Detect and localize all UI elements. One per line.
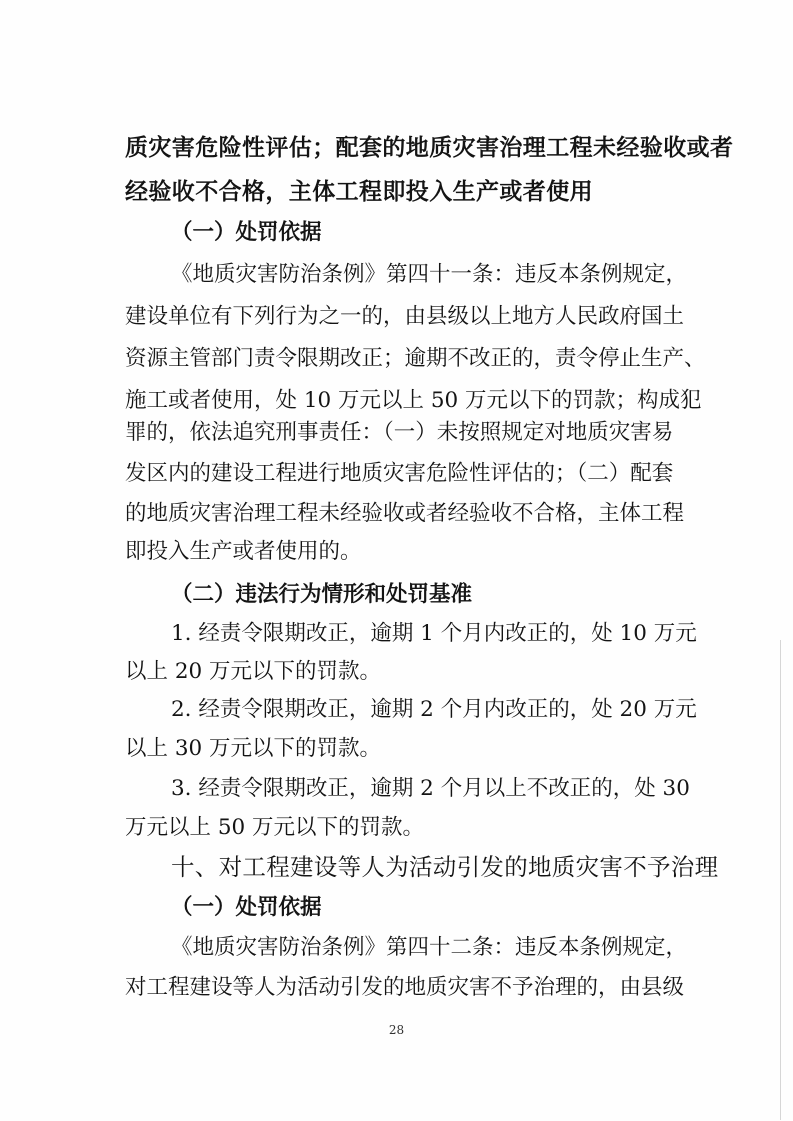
paragraph-line: 以上 30 万元以下的罚款。 xyxy=(125,736,382,761)
paragraph-line: 经验收不合格，主体工程即投入生产或者使用 xyxy=(125,179,593,205)
paragraph-line: 万元以上 50 万元以下的罚款。 xyxy=(125,815,425,840)
chapter-heading: 十、对工程建设等人为活动引发的地质灾害不予治理 xyxy=(171,853,719,881)
paragraph-line: 施工或者使用，处 10 万元以上 50 万元以下的罚款；构成犯 xyxy=(125,388,702,413)
paragraph-line: 3. 经责令限期改正，逾期 2 个月以上不改正的，处 30 xyxy=(171,776,690,801)
paragraph-line: 建设单位有下列行为之一的，由县级以上地方人民政府国土 xyxy=(125,304,685,329)
paragraph-line: 即投入生产或者使用的。 xyxy=(125,539,362,564)
section-heading: （一）处罚依据 xyxy=(171,220,322,245)
paragraph-line: 1. 经责令限期改正，逾期 1 个月内改正的，处 10 万元 xyxy=(171,621,697,646)
paragraph-line: 资源主管部门责令限期改正；逾期不改正的，责令停止生产、 xyxy=(125,346,706,371)
section-heading: （一）处罚依据 xyxy=(171,895,322,920)
section-heading: （二）违法行为情形和处罚基准 xyxy=(171,582,473,607)
paragraph-line: 《地质灾害防治条例》第四十一条：违反本条例规定， xyxy=(171,262,688,287)
page-number: 28 xyxy=(388,1023,405,1037)
paragraph-line: 发区内的建设工程进行地质灾害危险性评估的；（二）配套 xyxy=(125,461,674,486)
paragraph-line: 罪的，依法追究刑事责任：（一）未按照规定对地质灾害易 xyxy=(125,420,674,445)
paragraph-line: 的地质灾害治理工程未经验收或者经验收不合格，主体工程 xyxy=(125,501,685,526)
paragraph-line: 《地质灾害防治条例》第四十二条：违反本条例规定， xyxy=(171,935,688,960)
paragraph-line: 质灾害危险性评估；配套的地质灾害治理工程未经验收或者 xyxy=(125,135,734,161)
paragraph-line: 对工程建设等人为活动引发的地质灾害不予治理的，由县级 xyxy=(125,975,685,1000)
paragraph-line: 以上 20 万元以下的罚款。 xyxy=(125,659,382,684)
paragraph-line: 2. 经责令限期改正，逾期 2 个月内改正的，处 20 万元 xyxy=(171,697,697,722)
scan-edge-line xyxy=(780,640,781,1120)
